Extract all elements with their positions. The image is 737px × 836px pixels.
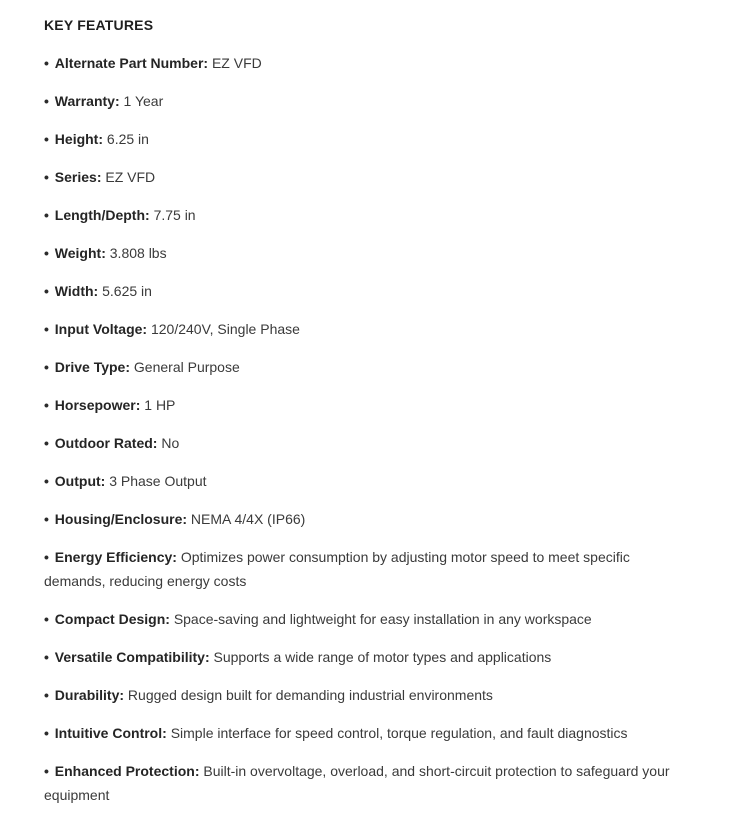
feature-value: Space-saving and lightweight for easy installation in any workspace <box>173 611 592 627</box>
feature-value: Optimizes power consumption by adjusting motor speed to meet specific demands, reducing energy costs <box>44 549 630 589</box>
feature-label: Warranty: <box>54 93 120 109</box>
feature-value: 1 Year <box>123 93 164 109</box>
feature-label: Horsepower: <box>54 397 141 413</box>
feature-value: Simple interface for speed control, torque regulation, and fault diagnostics <box>170 725 628 741</box>
bullet-icon: • <box>44 549 49 565</box>
feature-item <box>44 683 693 707</box>
feature-value: 7.75 in <box>153 207 196 223</box>
feature-label: Drive Type: <box>54 359 131 375</box>
bullet-icon: • <box>44 511 49 527</box>
feature-value: 3.808 lbs <box>109 245 167 261</box>
feature-item <box>44 721 693 745</box>
feature-item <box>44 759 693 807</box>
bullet-icon: • <box>44 207 49 223</box>
feature-item <box>44 607 693 631</box>
feature-item <box>44 355 693 379</box>
feature-value: NEMA 4/4X (IP66) <box>190 511 306 527</box>
bullet-icon: • <box>44 435 49 451</box>
bullet-icon: • <box>44 359 49 375</box>
feature-label: Series: <box>54 169 102 185</box>
feature-item <box>44 545 693 593</box>
feature-item <box>44 393 693 417</box>
feature-label: Enhanced Protection: <box>54 763 200 779</box>
feature-value: 1 HP <box>144 397 176 413</box>
feature-item <box>44 317 693 341</box>
feature-value: EZ VFD <box>105 169 156 185</box>
feature-item <box>44 127 693 151</box>
feature-label: Width: <box>54 283 99 299</box>
feature-label: Compact Design: <box>54 611 170 627</box>
bullet-icon: • <box>44 283 49 299</box>
feature-label: Outdoor Rated: <box>54 435 158 451</box>
feature-value: Built-in overvoltage, overload, and short-circuit protection to safeguard your equipment <box>44 763 670 803</box>
bullet-icon: • <box>44 131 49 147</box>
bullet-icon: • <box>44 245 49 261</box>
feature-value: 3 Phase Output <box>109 473 207 489</box>
feature-label: Input Voltage: <box>54 321 148 337</box>
feature-label: Intuitive Control: <box>54 725 167 741</box>
feature-value: EZ VFD <box>211 55 262 71</box>
bullet-icon: • <box>44 473 49 489</box>
bullet-icon: • <box>44 649 49 665</box>
feature-label: Energy Efficiency: <box>54 549 177 565</box>
feature-item <box>44 507 693 531</box>
bullet-icon: • <box>44 687 49 703</box>
bullet-icon: • <box>44 763 49 779</box>
feature-item <box>44 51 693 75</box>
feature-label: Output: <box>54 473 106 489</box>
feature-label: Weight: <box>54 245 106 261</box>
feature-item <box>44 645 693 669</box>
feature-value: 6.25 in <box>106 131 149 147</box>
feature-item <box>44 431 693 455</box>
features-list <box>44 51 693 807</box>
feature-item <box>44 89 693 113</box>
section-title: KEY FEATURES <box>44 17 154 33</box>
bullet-icon: • <box>44 93 49 109</box>
feature-label: Height: <box>54 131 104 147</box>
bullet-icon: • <box>44 321 49 337</box>
bullet-icon: • <box>44 169 49 185</box>
feature-value: 120/240V, Single Phase <box>150 321 300 337</box>
bullet-icon: • <box>44 725 49 741</box>
feature-value: General Purpose <box>133 359 240 375</box>
feature-label: Length/Depth: <box>54 207 150 223</box>
feature-value: No <box>161 435 180 451</box>
bullet-icon: • <box>44 397 49 413</box>
feature-item <box>44 469 693 493</box>
feature-label: Versatile Compatibility: <box>54 649 210 665</box>
feature-label: Durability: <box>54 687 125 703</box>
feature-label: Alternate Part Number: <box>54 55 209 71</box>
feature-label: Housing/Enclosure: <box>54 511 188 527</box>
feature-item <box>44 279 693 303</box>
feature-value: 5.625 in <box>102 283 152 299</box>
bullet-icon: • <box>44 55 49 71</box>
feature-item <box>44 241 693 265</box>
feature-value: Rugged design built for demanding industrial environments <box>127 687 493 703</box>
bullet-icon: • <box>44 611 49 627</box>
feature-item <box>44 165 693 189</box>
key-features-content <box>44 13 693 807</box>
feature-item <box>44 203 693 227</box>
feature-value: Supports a wide range of motor types and applications <box>213 649 552 665</box>
